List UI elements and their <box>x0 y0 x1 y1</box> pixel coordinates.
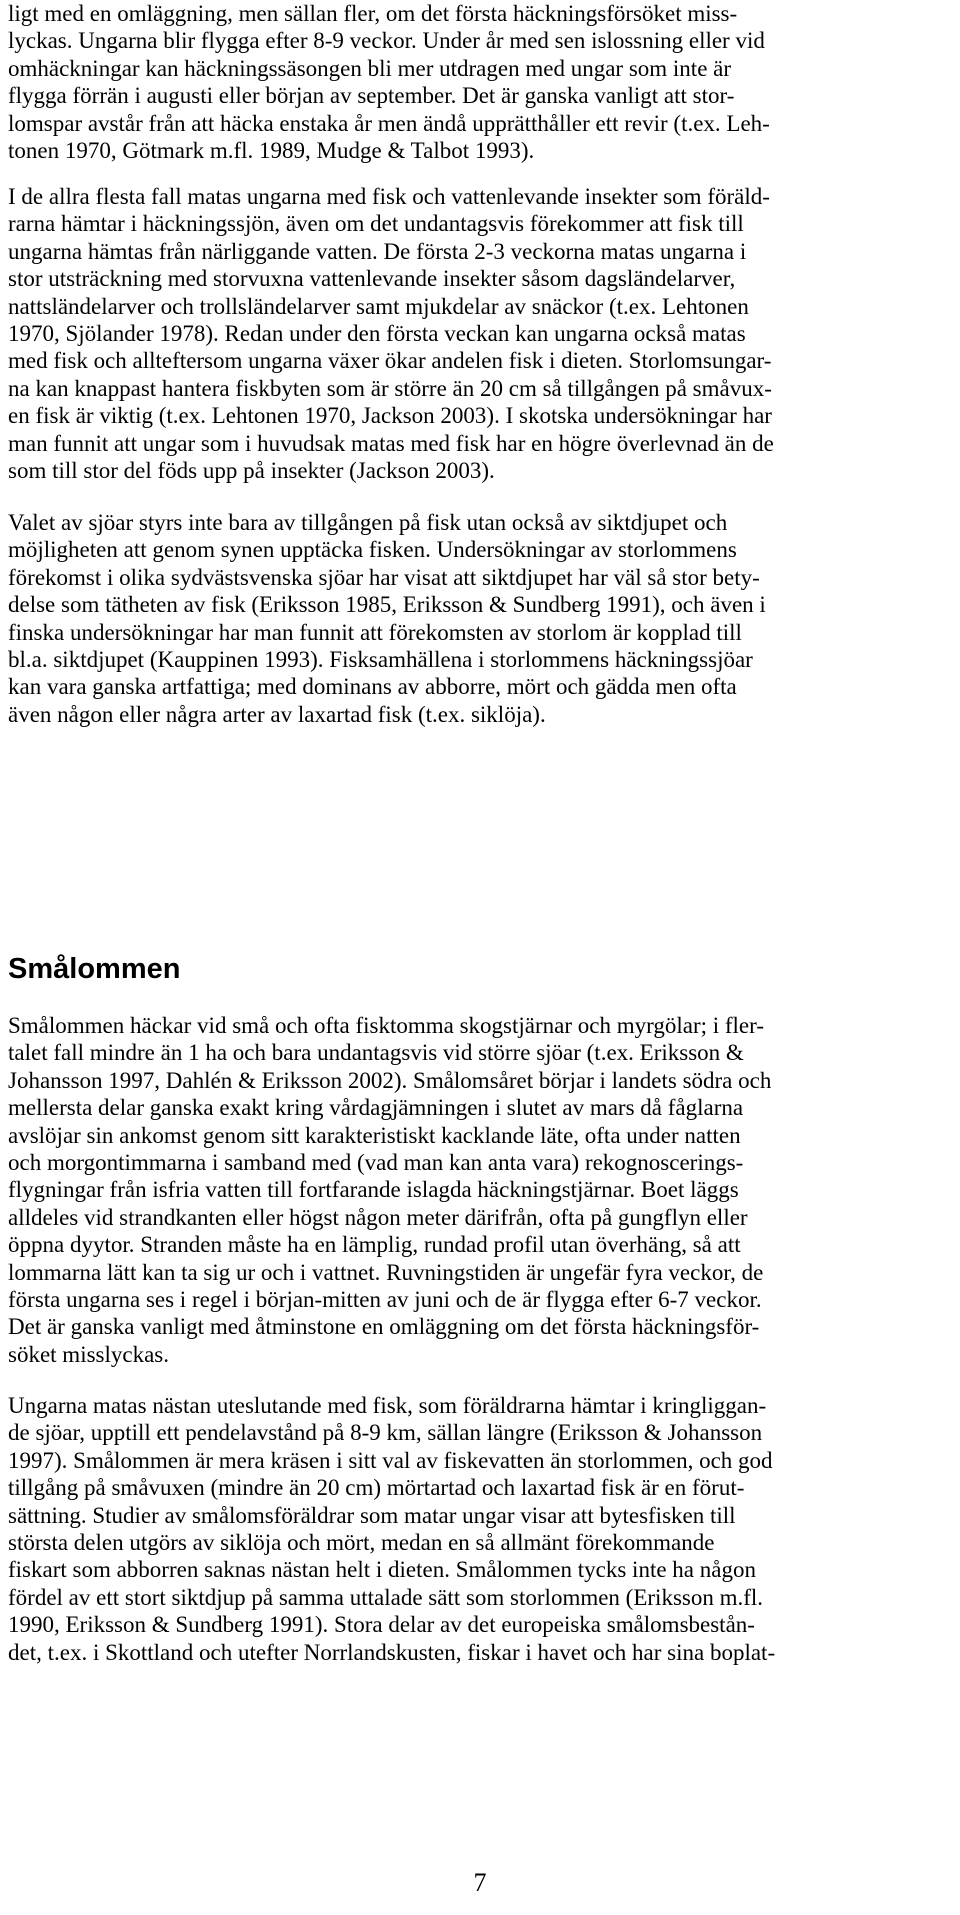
text-line: sättning. Studier av smålomsföräldrar som matar ungar visar att bytesfisken till <box>8 1502 736 1528</box>
text-line: bl.a. siktdjupet (Kauppinen 1993). Fisksamhällena i storlommens häckningssjöar <box>8 647 753 672</box>
text-line: lomspar avstår från att häcka enstaka år men ändå upprätthåller ett revir (t.ex. Leh- <box>8 110 770 136</box>
text-line: man funnit att ungar som i huvudsak matas med fisk har en högre överlevnad än de <box>8 430 774 456</box>
text-line: kan vara ganska artfattiga; med dominans av abborre, mört och gädda men ofta <box>8 674 737 700</box>
text-line: lyckas. Ungarna blir flygga efter 8-9 veckor. Under år med sen islossning eller vid <box>8 28 765 54</box>
section-heading: Smålommen <box>8 953 181 985</box>
text-line: möjligheten att genom synen upptäcka fisken. Undersökningar av storlommens <box>8 537 737 563</box>
text-line: lommarna lätt kan ta sig ur och i vattnet. Ruvningstiden är ungefär fyra veckor, de <box>8 1259 764 1285</box>
text-line: 1970, Sjölander 1978). Redan under den första veckan kan ungarna också matas <box>8 321 746 346</box>
text-line: förekomst i olika sydvästsvenska sjöar har visat att siktdjupet har väl så stor bety- <box>8 564 760 590</box>
text-line: nattsländelarver och trollsländelarver samt mjukdelar av snäckor (t.ex. Lehtonen <box>8 293 749 319</box>
text-line: det, t.ex. i Skottland och utefter Norrlandskusten, fiskar i havet och har sina boplat- <box>8 1639 776 1665</box>
text-line: ligt med en omläggning, men sällan fler, om det första häckningsförsöket miss- <box>8 1 738 26</box>
text-line: första ungarna ses i regel i början-mitten av juni och de är flygga efter 6-7 veckor. <box>8 1287 762 1312</box>
text-line: talet fall mindre än 1 ha och bara undantagsvis vid större sjöar (t.ex. Eriksson & <box>8 1040 744 1066</box>
text-line: Valet av sjöar styrs inte bara av tillgången på fisk utan också av siktdjupet och <box>8 510 728 535</box>
text-line: tonen 1970, Götmark m.fl. 1989, Mudge & Talbot 1993). <box>8 138 535 163</box>
text-line: Smålommen häckar vid små och ofta fisktomma skogstjärnar och myrgölar; i fler- <box>8 1013 765 1038</box>
text-line: finska undersökningar har man funnit att förekomsten av storlom är kopplad till <box>8 619 742 645</box>
text-line: stor utsträckning med storvuxna vattenlevande insekter såsom dagsländelarver, <box>8 266 736 292</box>
text-line: 1997). Smålommen är mera kräsen i sitt val av fiskevatten än storlommen, och god <box>8 1447 773 1473</box>
text-line: Ungarna matas nästan uteslutande med fisk, som föräldrarna hämtar i kringliggan- <box>8 1393 767 1418</box>
text-line: delse som tätheten av fisk (Eriksson 1985, Eriksson & Sundberg 1991), och även i <box>8 592 766 618</box>
text-line: de sjöar, upptill ett pendelavstånd på 8-9 km, sällan längre (Eriksson & Johansson <box>8 1420 763 1446</box>
text-line: Det är ganska vanligt med åtminstone en omläggning om det första häckningsför- <box>8 1314 760 1340</box>
text-line: mellersta delar ganska exakt kring vårdagjämningen i slutet av mars då fåglarna <box>8 1095 744 1121</box>
text-line: avslöjar sin ankomst genom sitt karakteristiskt kacklande läte, ofta under natten <box>8 1122 741 1148</box>
text-line: tillgång på småvuxen (mindre än 20 cm) mörtartad och laxartad fisk är en förut- <box>8 1475 745 1501</box>
text-line: rarna hämtar i häckningssjön, även om det undantagsvis förekommer att fisk till <box>8 211 744 237</box>
text-line: ungarna hämtas från närliggande vatten. De första 2-3 veckorna matas ungarna i <box>8 238 747 264</box>
text-line: en fisk är viktig (t.ex. Lehtonen 1970, Jackson 2003). I skotska undersökningar har <box>8 403 772 429</box>
text-line: söket misslyckas. <box>8 1341 169 1367</box>
text-line: omhäckningar kan häckningssäsongen bli mer utdragen med ungar som inte är <box>8 55 732 81</box>
text-line: 1990, Eriksson & Sundberg 1991). Stora delar av det europeiska smålomsbestån- <box>8 1612 755 1638</box>
text-line: med fisk och allteftersom ungarna växer ökar andelen fisk i dieten. Storlomsungar- <box>8 348 772 374</box>
text-line: största delen utgörs av siklöja och mört, medan en så allmänt förekommande <box>8 1530 715 1555</box>
text-line: även någon eller några arter av laxartad fisk (t.ex. siklöja). <box>8 701 546 727</box>
text-line: Johansson 1997, Dahlén & Eriksson 2002). Smålomsåret börjar i landets södra och <box>8 1067 772 1093</box>
text-line: som till stor del föds upp på insekter (Jackson 2003). <box>8 458 495 483</box>
text-line: fiskart som abborren saknas nästan helt i dieten. Smålommen tycks inte ha någon <box>8 1557 756 1583</box>
page-number: 7 <box>473 1868 487 1897</box>
text-line: öppna dyytor. Stranden måste ha en lämplig, rundad profil utan överhäng, så att <box>8 1232 741 1258</box>
text-line: och morgontimmarna i samband med (vad man kan anta vara) rekognoscerings- <box>8 1150 744 1175</box>
text-line: I de allra flesta fall matas ungarna med fisk och vattenlevande insekter som föräld- <box>8 184 770 209</box>
text-line: na kan knappast hantera fiskbyten som är större än 20 cm så tillgången på småvux- <box>8 375 772 401</box>
text-line: alldeles vid strandkanten eller högst någon meter därifrån, ofta på gungflyn eller <box>8 1204 748 1230</box>
text-line: flygga förrän i augusti eller början av september. Det är ganska vanligt att stor- <box>8 83 735 109</box>
text-line: fördel av ett stort siktdjup på samma uttalade sätt som storlommen (Eriksson m.fl. <box>8 1584 764 1610</box>
text-line: flygningar från isfria vatten till fortfarande islagda häckningstjärnar. Boet läggs <box>8 1177 739 1203</box>
